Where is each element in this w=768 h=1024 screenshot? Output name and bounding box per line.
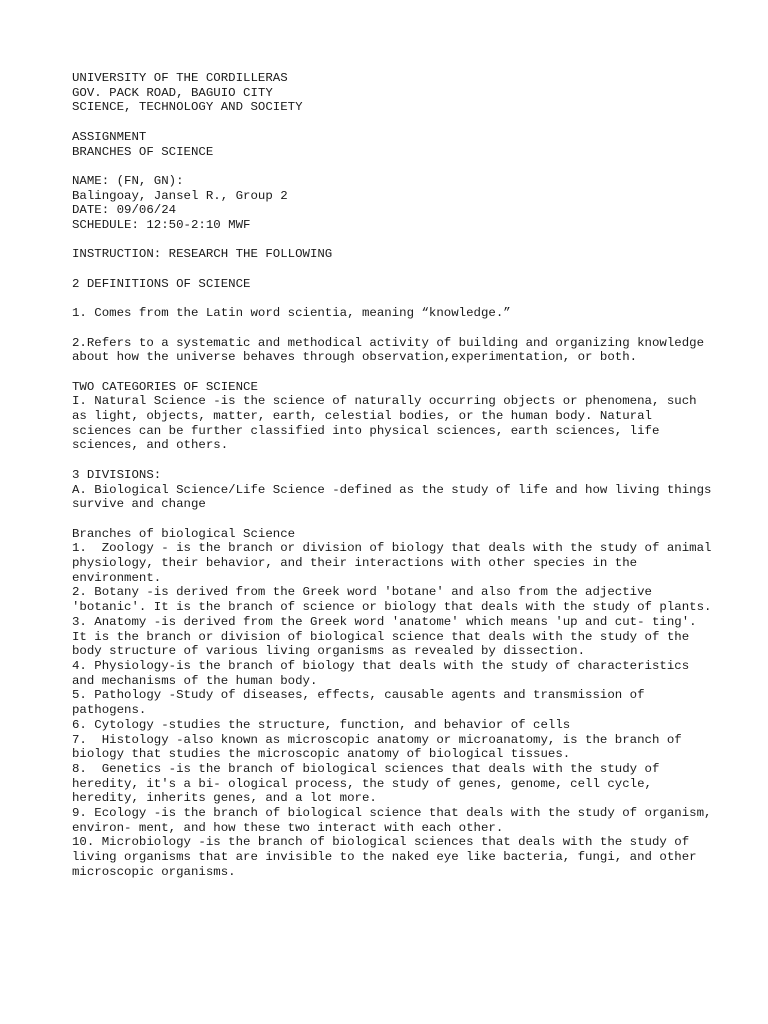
categories-block [72,380,712,454]
branch-item: 1. Zoology - is the branch or division of biology that deals with the study of animal physiology, their behavior, and their interactions with other species in the environment. [72,541,719,585]
branch-item: 8. Genetics -is the branch of biological sciences that deals with the study of heredity, it's a bi- ological process, the study of genes, genome, cell cycle, heredity, inherits genes, and a lot more. [72,761,667,806]
university-address: GOV. PACK ROAD, BAGUIO CITY [72,85,273,100]
course-name: SCIENCE, TECHNOLOGY AND SOCIETY [72,100,303,115]
branches-block [72,526,719,880]
branch-item: 6. Cytology -studies the structure, function, and behavior of cells [72,717,571,732]
definition-item-1 [72,306,712,321]
schedule-line: SCHEDULE: 12:50-2:10 MWF [72,218,251,232]
biological-science-text: A. Biological Science/Life Science -defined as the study of life and how living things survive and change [72,482,719,512]
branch-item: 7. Histology -also known as microscopic anatomy or microanatomy, is the branch of biology that studies the microscopic anatomy of biological tissues. [72,732,690,762]
instruction-block [72,247,712,262]
university-name: UNIVERSITY OF THE CORDILLERAS [72,71,288,85]
assignment-label: ASSIGNMENT [72,129,147,144]
divisions-block [72,467,719,512]
definition-text: 2.Refers to a systematic and methodical activity of building and organizing knowledge about how the universe behaves through observation,experimentation, or both. [72,335,712,365]
name-label: NAME: (FN, GN): [72,173,184,188]
student-info-block [72,174,712,233]
branch-item: 3. Anatomy -is derived from the Greek word 'anatome' which means 'up and cut- ting'. It is the branch or division of biological science that deals with the study of the body structure of various living organisms as revealed by dissection. [72,614,705,659]
branches-heading: Branches of biological Science [72,526,296,541]
divisions-heading: 3 DIVISIONS: [72,467,162,482]
branch-item: 5. Pathology -Study of diseases, effects, causable agents and transmission of pathogens. [72,688,652,718]
categories-heading: TWO CATEGORIES OF SCIENCE [72,379,258,394]
instruction-line: INSTRUCTION: RESEARCH THE FOLLOWING [72,247,333,262]
definition-item-2 [72,336,712,365]
natural-science-text: I. Natural Science -is the science of naturally occurring objects or phenomena, such as light, objects, matter, earth, celestial bodies, or the human body. Natural sciences can be further classified into physical sciences, earth sciences, life sciences, and others. [72,394,705,453]
assignment-title: BRANCHES OF SCIENCE [72,144,214,159]
branch-item: 2. Botany -is derived from the Greek word 'botane' and also from the adjective 'botanic'. It is the branch of science or biology that deals with the study of plants. [72,585,712,615]
date-line: DATE: 09/06/24 [72,203,177,218]
definition-text: 1. Comes from the Latin word scientia, meaning “knowledge.” [72,306,511,321]
assignment-block [72,130,712,159]
name-value: Balingoay, Jansel R., Group 2 [72,188,288,203]
header-block [72,71,712,115]
definitions-heading-block [72,277,712,292]
definitions-heading: 2 DEFINITIONS OF SCIENCE [72,276,251,291]
branch-item: 9. Ecology -is the branch of biological science that deals with the study of organism, environ- ment, and how these two interact with each other. [72,806,719,835]
branch-item: 10. Microbiology -is the branch of biological sciences that deals with the study of living organisms that are invisible to the naked eye like bacteria, fungi, and other microscopic organisms. [72,835,705,879]
branch-item: 4. Physiology-is the branch of biology that deals with the study of characteristics and mechanisms of the human body. [72,658,697,688]
document-page [72,71,719,880]
